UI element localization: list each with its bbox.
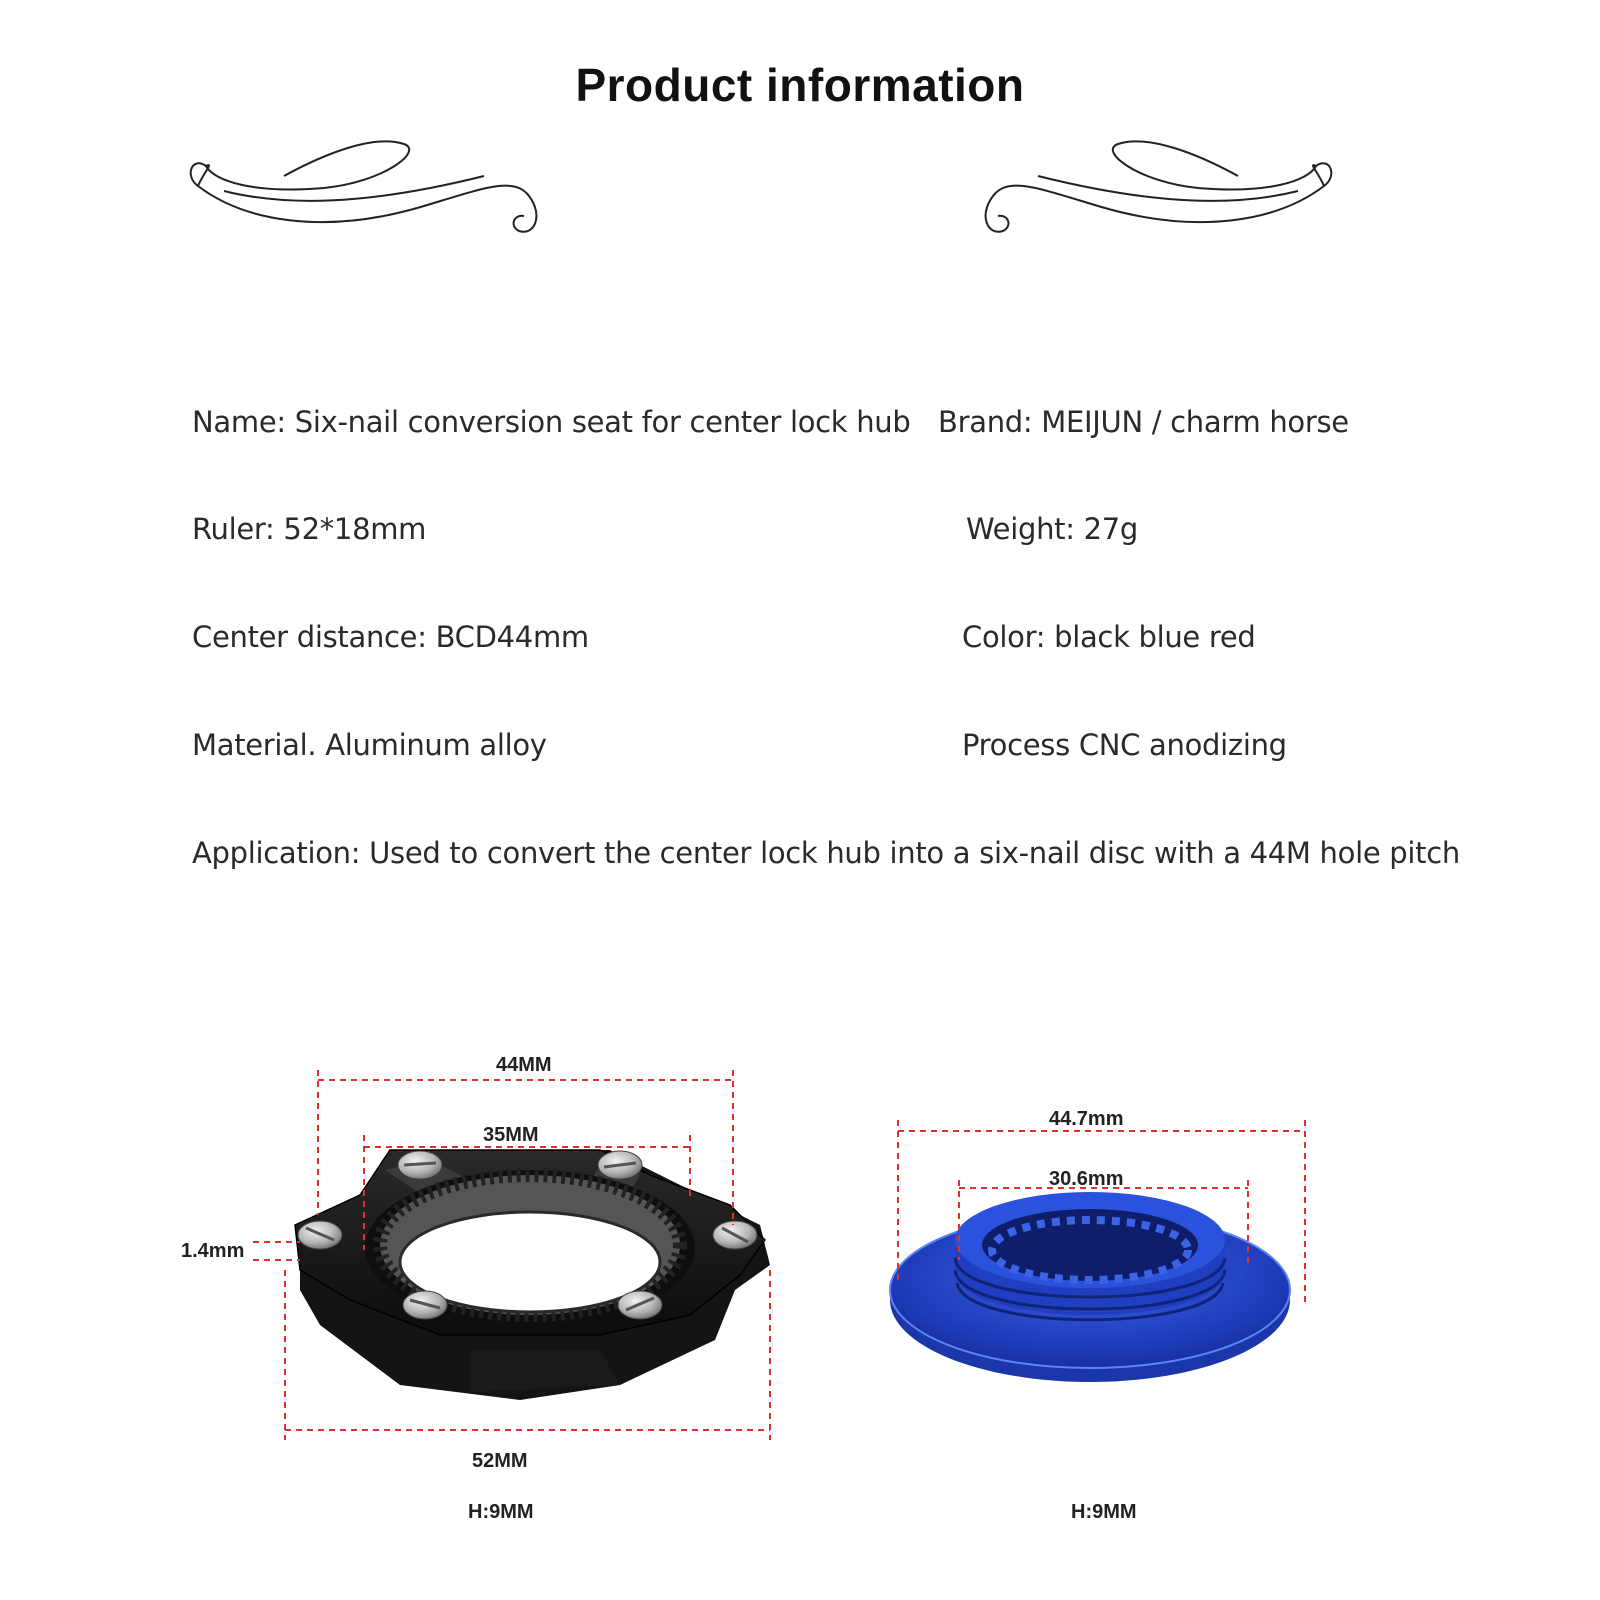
spec-name: Name: Six-nail conversion seat for center lock hub xyxy=(192,405,911,439)
page-title: Product information xyxy=(575,59,1025,111)
spec-ruler: Ruler: 52*18mm xyxy=(192,512,427,546)
spec-center-distance: Center distance: BCD44mm xyxy=(192,620,589,654)
spec-process: Process CNC anodizing xyxy=(962,728,1287,762)
adapter-inner-dimension-label: 35MM xyxy=(483,1124,539,1146)
spec-color: Color: black blue red xyxy=(962,620,1256,654)
spec-material: Material. Aluminum alloy xyxy=(192,728,547,762)
adapter-outer-dimension-label: 44MM xyxy=(496,1054,552,1076)
spec-brand: Brand: MEIJUN / charm horse xyxy=(938,405,1349,439)
lockring-inner-dimension-label: 30.6mm xyxy=(1049,1168,1124,1190)
lockring-height-label: H:9MM xyxy=(1071,1501,1137,1523)
adapter-height-label: H:9MM xyxy=(468,1501,534,1523)
six-bolt-adapter-image xyxy=(295,1150,770,1400)
lockring-image xyxy=(890,1192,1290,1382)
spec-application: Application: Used to convert the center lock hub into a six-nail disc with a 44M hole pitch xyxy=(192,836,1460,870)
adapter-width-label: 52MM xyxy=(472,1450,528,1472)
spec-weight: Weight: 27g xyxy=(966,512,1139,546)
adapter-thickness-label: 1.4mm xyxy=(181,1240,245,1262)
lockring-outer-dimension-label: 44.7mm xyxy=(1049,1108,1124,1130)
